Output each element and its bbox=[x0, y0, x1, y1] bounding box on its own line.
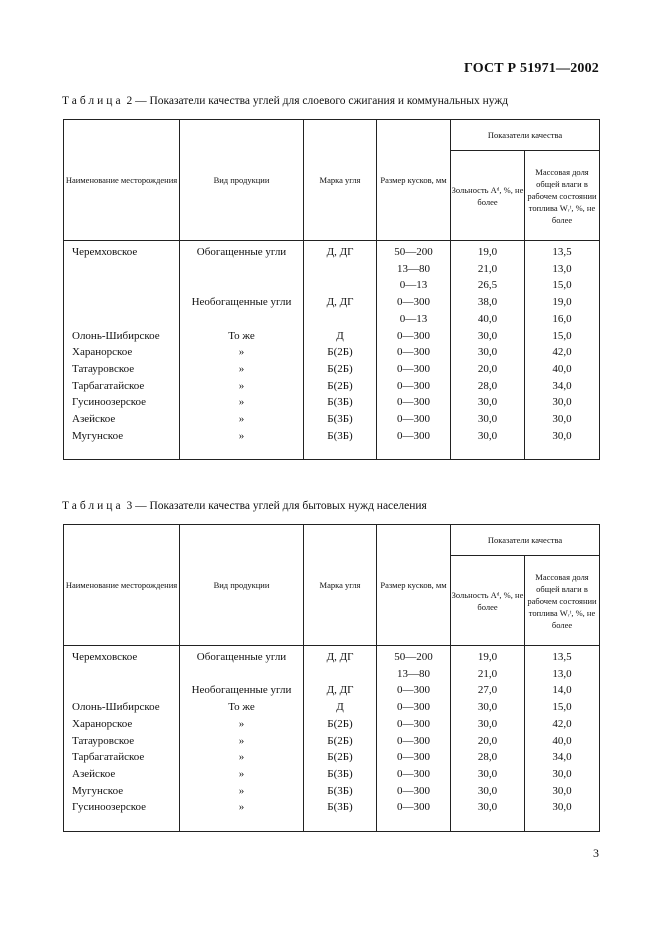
cell-size: 0—300 bbox=[377, 716, 451, 733]
cell-ash: 26,5 bbox=[451, 277, 525, 294]
cell-ash: 28,0 bbox=[451, 749, 525, 766]
cell-ash: 38,0 bbox=[451, 294, 525, 311]
cell-deposit: Олонь-Шибирское bbox=[64, 699, 180, 716]
table-row bbox=[64, 733, 600, 750]
cell-product: То же bbox=[180, 328, 304, 345]
cell-ash: 19,0 bbox=[451, 646, 525, 666]
table3-caption bbox=[62, 500, 427, 512]
table-row bbox=[64, 428, 600, 460]
table-row bbox=[64, 361, 600, 378]
cell-deposit: Гусиноозерское bbox=[64, 394, 180, 411]
cell-ash: 20,0 bbox=[451, 733, 525, 750]
cell-ash: 21,0 bbox=[451, 666, 525, 683]
cell-size: 50—200 bbox=[377, 241, 451, 261]
cell-moisture: 30,0 bbox=[525, 394, 600, 411]
cell-brand bbox=[304, 666, 377, 683]
table3-caption-text: 3 — Показатели качества углей для бытовых нужд населения bbox=[126, 500, 427, 512]
cell-deposit: Татауровское bbox=[64, 733, 180, 750]
table2-caption-text: 2 — Показатели качества углей для слоевого сжигания и коммунальных нужд bbox=[126, 95, 509, 107]
table-row bbox=[64, 344, 600, 361]
header-deposit: Наименование месторождения bbox=[64, 120, 180, 241]
cell-deposit: Черемховское bbox=[64, 646, 180, 666]
cell-deposit: Татауровское bbox=[64, 361, 180, 378]
cell-product: » bbox=[180, 361, 304, 378]
cell-ash: 30,0 bbox=[451, 766, 525, 783]
cell-product: Обогащенные угли bbox=[180, 646, 304, 666]
cell-size: 0—300 bbox=[377, 411, 451, 428]
cell-deposit: Тарбагатайское bbox=[64, 378, 180, 395]
table3-body bbox=[64, 646, 600, 832]
cell-size: 0—300 bbox=[377, 328, 451, 345]
cell-moisture: 13,0 bbox=[525, 666, 600, 683]
cell-ash: 21,0 bbox=[451, 261, 525, 278]
cell-moisture: 40,0 bbox=[525, 361, 600, 378]
cell-product: » bbox=[180, 344, 304, 361]
cell-size: 0—300 bbox=[377, 394, 451, 411]
cell-brand bbox=[304, 277, 377, 294]
cell-moisture: 15,0 bbox=[525, 699, 600, 716]
cell-product bbox=[180, 277, 304, 294]
table2-caption-prefix: Таблица bbox=[62, 95, 124, 107]
table-row bbox=[64, 682, 600, 699]
header-brand: Марка угля bbox=[304, 120, 377, 241]
cell-ash: 40,0 bbox=[451, 311, 525, 328]
table-row bbox=[64, 328, 600, 345]
cell-deposit bbox=[64, 261, 180, 278]
cell-moisture: 34,0 bbox=[525, 749, 600, 766]
cell-moisture: 40,0 bbox=[525, 733, 600, 750]
table2-caption bbox=[62, 95, 508, 107]
cell-moisture: 42,0 bbox=[525, 716, 600, 733]
cell-size: 0—300 bbox=[377, 361, 451, 378]
table-row bbox=[64, 799, 600, 831]
cell-ash: 30,0 bbox=[451, 799, 525, 831]
cell-brand: Б(2Б) bbox=[304, 344, 377, 361]
cell-product bbox=[180, 311, 304, 328]
cell-deposit: Олонь-Шибирское bbox=[64, 328, 180, 345]
cell-size: 0—13 bbox=[377, 277, 451, 294]
cell-moisture: 16,0 bbox=[525, 311, 600, 328]
table3-caption-prefix: Таблица bbox=[62, 500, 124, 512]
cell-brand: Д, ДГ bbox=[304, 294, 377, 311]
cell-product bbox=[180, 261, 304, 278]
cell-brand: Д, ДГ bbox=[304, 646, 377, 666]
cell-brand: Б(2Б) bbox=[304, 749, 377, 766]
cell-ash: 27,0 bbox=[451, 682, 525, 699]
header-brand: Марка угля bbox=[304, 525, 377, 646]
cell-size: 0—300 bbox=[377, 766, 451, 783]
cell-size: 13—80 bbox=[377, 666, 451, 683]
cell-deposit bbox=[64, 311, 180, 328]
cell-size: 0—300 bbox=[377, 733, 451, 750]
cell-brand: Б(2Б) bbox=[304, 716, 377, 733]
header-size: Размер кусков, мм bbox=[377, 525, 451, 646]
header-size: Размер кусков, мм bbox=[377, 120, 451, 241]
cell-moisture: 30,0 bbox=[525, 411, 600, 428]
cell-product: » bbox=[180, 799, 304, 831]
cell-brand: Б(3Б) bbox=[304, 411, 377, 428]
cell-brand: Б(2Б) bbox=[304, 733, 377, 750]
cell-moisture: 30,0 bbox=[525, 783, 600, 800]
cell-ash: 30,0 bbox=[451, 411, 525, 428]
cell-ash: 28,0 bbox=[451, 378, 525, 395]
cell-product: Необогащенные угли bbox=[180, 682, 304, 699]
table-row bbox=[64, 749, 600, 766]
cell-deposit: Черемховское bbox=[64, 241, 180, 261]
cell-deposit: Мугунское bbox=[64, 783, 180, 800]
cell-brand: Б(3Б) bbox=[304, 394, 377, 411]
cell-moisture: 15,0 bbox=[525, 277, 600, 294]
cell-moisture: 13,5 bbox=[525, 241, 600, 261]
cell-deposit: Харанорское bbox=[64, 344, 180, 361]
cell-brand: Д, ДГ bbox=[304, 682, 377, 699]
cell-ash: 30,0 bbox=[451, 699, 525, 716]
cell-brand: Б(3Б) bbox=[304, 783, 377, 800]
cell-size: 13—80 bbox=[377, 261, 451, 278]
cell-deposit bbox=[64, 294, 180, 311]
cell-ash: 20,0 bbox=[451, 361, 525, 378]
cell-brand: Б(3Б) bbox=[304, 428, 377, 460]
cell-product: То же bbox=[180, 699, 304, 716]
cell-product: » bbox=[180, 733, 304, 750]
cell-moisture: 14,0 bbox=[525, 682, 600, 699]
cell-size: 0—300 bbox=[377, 378, 451, 395]
header-quality: Показатели качества bbox=[451, 120, 600, 151]
cell-moisture: 13,0 bbox=[525, 261, 600, 278]
cell-brand bbox=[304, 311, 377, 328]
table-row bbox=[64, 241, 600, 261]
table-row bbox=[64, 294, 600, 311]
cell-product: Необогащенные угли bbox=[180, 294, 304, 311]
cell-ash: 30,0 bbox=[451, 716, 525, 733]
cell-moisture: 34,0 bbox=[525, 378, 600, 395]
table2 bbox=[63, 119, 600, 460]
cell-ash: 30,0 bbox=[451, 394, 525, 411]
cell-deposit bbox=[64, 666, 180, 683]
table-row bbox=[64, 646, 600, 666]
cell-ash: 19,0 bbox=[451, 241, 525, 261]
cell-product: » bbox=[180, 766, 304, 783]
table2-body bbox=[64, 241, 600, 460]
cell-deposit: Тарбагатайское bbox=[64, 749, 180, 766]
cell-deposit: Гусиноозерское bbox=[64, 799, 180, 831]
cell-size: 0—300 bbox=[377, 699, 451, 716]
cell-deposit: Азейское bbox=[64, 766, 180, 783]
header-ash: Зольность Aᵈ, %, не более bbox=[451, 556, 525, 646]
table-row bbox=[64, 783, 600, 800]
cell-size: 50—200 bbox=[377, 646, 451, 666]
cell-moisture: 30,0 bbox=[525, 766, 600, 783]
table-row bbox=[64, 378, 600, 395]
cell-size: 0—300 bbox=[377, 294, 451, 311]
cell-product: Обогащенные угли bbox=[180, 241, 304, 261]
table-row bbox=[64, 311, 600, 328]
header-product: Вид продукции bbox=[180, 525, 304, 646]
cell-size: 0—300 bbox=[377, 428, 451, 460]
cell-product: » bbox=[180, 378, 304, 395]
header-quality: Показатели качества bbox=[451, 525, 600, 556]
header-deposit: Наименование месторождения bbox=[64, 525, 180, 646]
cell-moisture: 19,0 bbox=[525, 294, 600, 311]
cell-ash: 30,0 bbox=[451, 783, 525, 800]
cell-size: 0—300 bbox=[377, 749, 451, 766]
cell-brand: Д, ДГ bbox=[304, 241, 377, 261]
cell-size: 0—13 bbox=[377, 311, 451, 328]
header-product: Вид продукции bbox=[180, 120, 304, 241]
cell-brand: Д bbox=[304, 699, 377, 716]
table-row bbox=[64, 411, 600, 428]
cell-product: » bbox=[180, 394, 304, 411]
cell-moisture: 42,0 bbox=[525, 344, 600, 361]
cell-size: 0—300 bbox=[377, 799, 451, 831]
table-row bbox=[64, 666, 600, 683]
cell-moisture: 13,5 bbox=[525, 646, 600, 666]
cell-brand: Д bbox=[304, 328, 377, 345]
header-moisture: Массовая доля общей влаги в рабочем состоянии топлива Wᵣᵗ, %, не более bbox=[525, 556, 600, 646]
page-number: 3 bbox=[593, 846, 599, 860]
cell-ash: 30,0 bbox=[451, 344, 525, 361]
cell-product: » bbox=[180, 749, 304, 766]
cell-product: » bbox=[180, 716, 304, 733]
cell-size: 0—300 bbox=[377, 783, 451, 800]
cell-brand bbox=[304, 261, 377, 278]
cell-moisture: 30,0 bbox=[525, 799, 600, 831]
cell-brand: Б(2Б) bbox=[304, 378, 377, 395]
cell-brand: Б(2Б) bbox=[304, 361, 377, 378]
cell-product: » bbox=[180, 783, 304, 800]
cell-deposit: Харанорское bbox=[64, 716, 180, 733]
cell-deposit: Азейское bbox=[64, 411, 180, 428]
header-moisture: Массовая доля общей влаги в рабочем состоянии топлива Wᵣᵗ, %, не более bbox=[525, 151, 600, 241]
cell-deposit: Мугунское bbox=[64, 428, 180, 460]
table3 bbox=[63, 524, 600, 832]
table-row bbox=[64, 716, 600, 733]
table-row bbox=[64, 394, 600, 411]
cell-size: 0—300 bbox=[377, 344, 451, 361]
header-ash: Зольность Aᵈ, %, не более bbox=[451, 151, 525, 241]
cell-moisture: 30,0 bbox=[525, 428, 600, 460]
table-row bbox=[64, 277, 600, 294]
cell-product: » bbox=[180, 411, 304, 428]
cell-ash: 30,0 bbox=[451, 428, 525, 460]
cell-brand: Б(3Б) bbox=[304, 799, 377, 831]
cell-ash: 30,0 bbox=[451, 328, 525, 345]
table-row bbox=[64, 699, 600, 716]
cell-deposit bbox=[64, 277, 180, 294]
cell-deposit bbox=[64, 682, 180, 699]
cell-size: 0—300 bbox=[377, 682, 451, 699]
table-row bbox=[64, 261, 600, 278]
cell-brand: Б(3Б) bbox=[304, 766, 377, 783]
cell-moisture: 15,0 bbox=[525, 328, 600, 345]
cell-product bbox=[180, 666, 304, 683]
standard-number: ГОСТ Р 51971—2002 bbox=[463, 61, 599, 76]
cell-product: » bbox=[180, 428, 304, 460]
table-row bbox=[64, 766, 600, 783]
